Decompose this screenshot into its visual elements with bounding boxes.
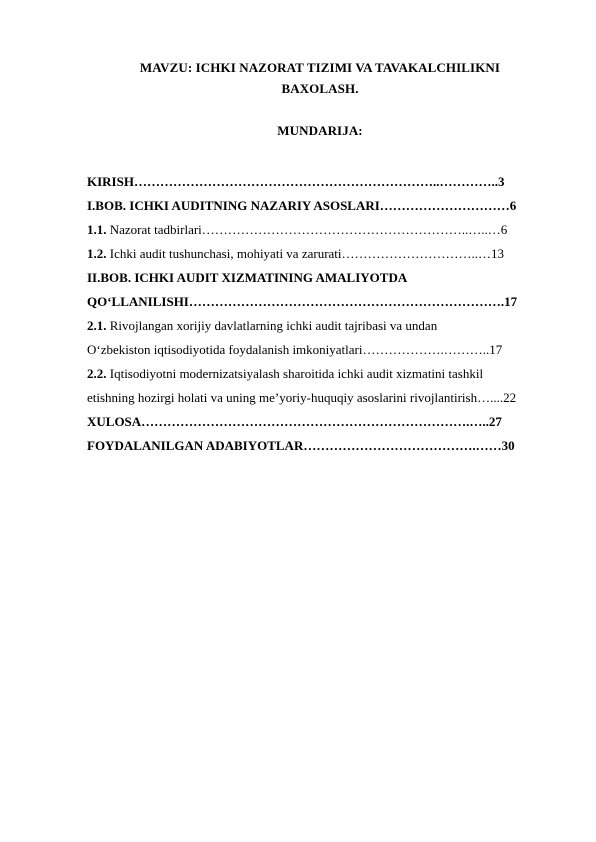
document-title-line1: MAVZU: ICHKI NAZORAT TIZIMI VA TAVAKALCHILIKNI — [139, 60, 501, 75]
toc-entry-2-2-line2: etishning hozirgi holati va uning me’yoriy-huquqiy asoslarini rivojlantirish…....22 — [87, 390, 517, 405]
toc-entry-2-1-number: 2.1. — [87, 318, 107, 333]
toc-entry-2-2-number: 2.2. — [87, 366, 107, 381]
toc-entry-1-1-text: Nazorat tadbirlari……………………………………………………..…..…6 — [106, 222, 508, 237]
toc-entry-adabiyotlar: FOYDALANILGAN ADABIYOTLAR………………………………….……30 — [87, 438, 515, 453]
toc-entry-1-1 — [87, 222, 577, 238]
toc-entry-2-2-text: Iqtisodiyotni modernizatsiyalash sharoitida ichki audit xizmatini tashkil — [106, 366, 484, 381]
toc-entry-1-2 — [87, 246, 577, 262]
toc-entry-2-1-line2: O‘zbekiston iqtisodiyotida foydalanish imkoniyatlari……………….………..17 — [87, 342, 503, 357]
toc-entry-2-2-line1 — [87, 366, 577, 382]
toc-entry-kirish: KIRISH……………………………………………………………..…………..3 — [87, 174, 505, 189]
document-title-line2: BAXOLASH. — [281, 81, 359, 96]
toc-entry-1-2-number: 1.2. — [87, 246, 107, 261]
toc-entry-xulosa: XULOSA………………………………………………………………….…..27 — [87, 414, 502, 429]
toc-entry-1-1-number: 1.1. — [87, 222, 107, 237]
toc-heading: MUNDARIJA: — [277, 123, 363, 138]
toc-entry-bob2-line2: QO‘LLANILISHI……………………………………………………………….17 — [87, 294, 518, 309]
toc-entry-bob1: I.BOB. ICHKI AUDITNING NAZARIY ASOSLARI…………………………6 — [87, 198, 517, 213]
toc-entry-bob2-line1: II.BOB. ICHKI AUDIT XIZMATINING AMALIYOTDA — [87, 270, 408, 285]
toc-entry-1-2-text: Ichki audit tushunchasi, mohiyati va zarurati…………………………..…13 — [106, 246, 505, 261]
toc-entry-2-1-text: Rivojlangan xorijiy davlatlarning ichki audit tajribasi va undan — [106, 318, 438, 333]
toc-entry-2-1-line1 — [87, 318, 577, 334]
